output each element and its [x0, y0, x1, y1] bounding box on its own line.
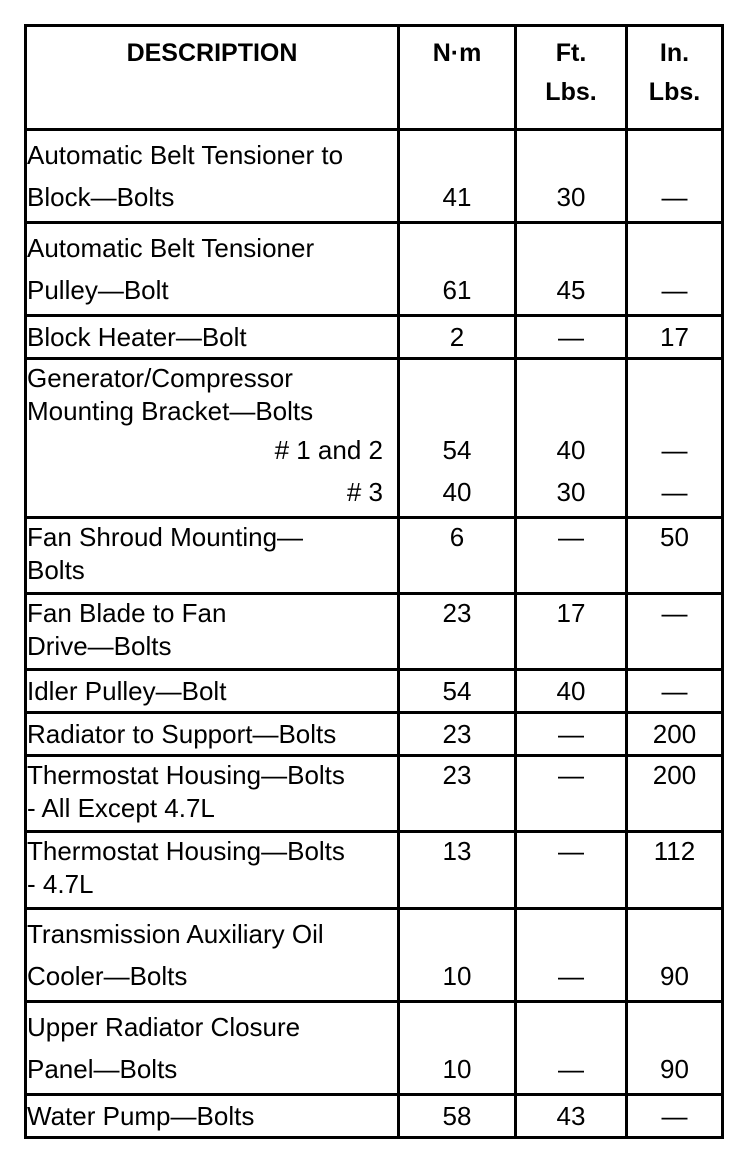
row-in-lbs: 17: [627, 316, 723, 359]
row-nm: 54: [399, 670, 516, 713]
row-nm: 6: [399, 518, 516, 594]
row-ft-lbs: 40: [516, 670, 627, 713]
row-nm: 58: [399, 1095, 516, 1138]
row-in-lbs: —: [627, 594, 723, 670]
row-in-lbs: —: [627, 130, 723, 223]
table-row: [26, 713, 723, 756]
table-row: [26, 223, 723, 316]
row-in-lbs: 200: [627, 713, 723, 756]
row-description: Transmission Auxiliary Oil Cooler—Bolts: [26, 909, 399, 1002]
row-ft-lbs: —: [516, 1002, 627, 1095]
row-in-lbs: 112: [627, 832, 723, 909]
torque-spec-table: [24, 24, 724, 1139]
row-description: Fan Shroud Mounting— Bolts: [26, 518, 399, 594]
row-description: Automatic Belt Tensioner to Block—Bolts: [26, 130, 399, 223]
row-ft-lbs: —: [516, 518, 627, 594]
row-description: Thermostat Housing—Bolts - 4.7L: [26, 832, 399, 909]
row-nm: 10: [399, 1002, 516, 1095]
table-row: [26, 130, 723, 223]
header-in-lbs: In. Lbs.: [627, 26, 723, 130]
table-row: [26, 359, 723, 518]
row-in-lbs: —: [627, 1095, 723, 1138]
row-nm: 23: [399, 713, 516, 756]
row-in-lbs: 90: [627, 909, 723, 1002]
row-description: Automatic Belt Tensioner Pulley—Bolt: [26, 223, 399, 316]
row-ft-lbs: 43: [516, 1095, 627, 1138]
row-description: Idler Pulley—Bolt: [26, 670, 399, 713]
row-description: Upper Radiator Closure Panel—Bolts: [26, 1002, 399, 1095]
row-in-lbs: 90: [627, 1002, 723, 1095]
row-ft-lbs: 45: [516, 223, 627, 316]
table-row: [26, 594, 723, 670]
row-ft-lbs: —: [516, 909, 627, 1002]
row-nm: 54 40: [399, 359, 516, 518]
header-nm: N·m: [399, 26, 516, 130]
row-ft-lbs: —: [516, 756, 627, 832]
table-row: [26, 316, 723, 359]
row-ft-lbs: —: [516, 316, 627, 359]
row-in-lbs: —: [627, 670, 723, 713]
header-row: [26, 26, 723, 130]
header-description: DESCRIPTION: [26, 26, 399, 130]
row-ft-lbs: —: [516, 713, 627, 756]
sub-row-label: # 3: [346, 477, 383, 507]
row-ft-lbs: 17: [516, 594, 627, 670]
table-row: [26, 1095, 723, 1138]
row-in-lbs: —: [627, 223, 723, 316]
header-ft-lbs: Ft. Lbs.: [516, 26, 627, 130]
table-row: [26, 1002, 723, 1095]
table-row: [26, 909, 723, 1002]
row-description: Radiator to Support—Bolts: [26, 713, 399, 756]
row-description: Thermostat Housing—Bolts - All Except 4.7L: [26, 756, 399, 832]
row-nm: 10: [399, 909, 516, 1002]
row-nm: 23: [399, 594, 516, 670]
row-description: Fan Blade to Fan Drive—Bolts: [26, 594, 399, 670]
row-nm: 13: [399, 832, 516, 909]
row-ft-lbs: 40 30: [516, 359, 627, 518]
table-row: [26, 756, 723, 832]
row-nm: 23: [399, 756, 516, 832]
row-nm: 41: [399, 130, 516, 223]
table-row: [26, 518, 723, 594]
sub-row-label: # 1 and 2: [274, 435, 383, 465]
table-row: [26, 832, 723, 909]
row-description: Block Heater—Bolt: [26, 316, 399, 359]
row-nm: 2: [399, 316, 516, 359]
row-in-lbs: 200: [627, 756, 723, 832]
row-ft-lbs: —: [516, 832, 627, 909]
row-description: Generator/Compressor Mounting Bracket—Bolts # 1 and 2 # 3: [26, 359, 399, 518]
row-ft-lbs: 30: [516, 130, 627, 223]
row-in-lbs: — —: [627, 359, 723, 518]
row-nm: 61: [399, 223, 516, 316]
row-in-lbs: 50: [627, 518, 723, 594]
table-row: [26, 670, 723, 713]
row-description: Water Pump—Bolts: [26, 1095, 399, 1138]
